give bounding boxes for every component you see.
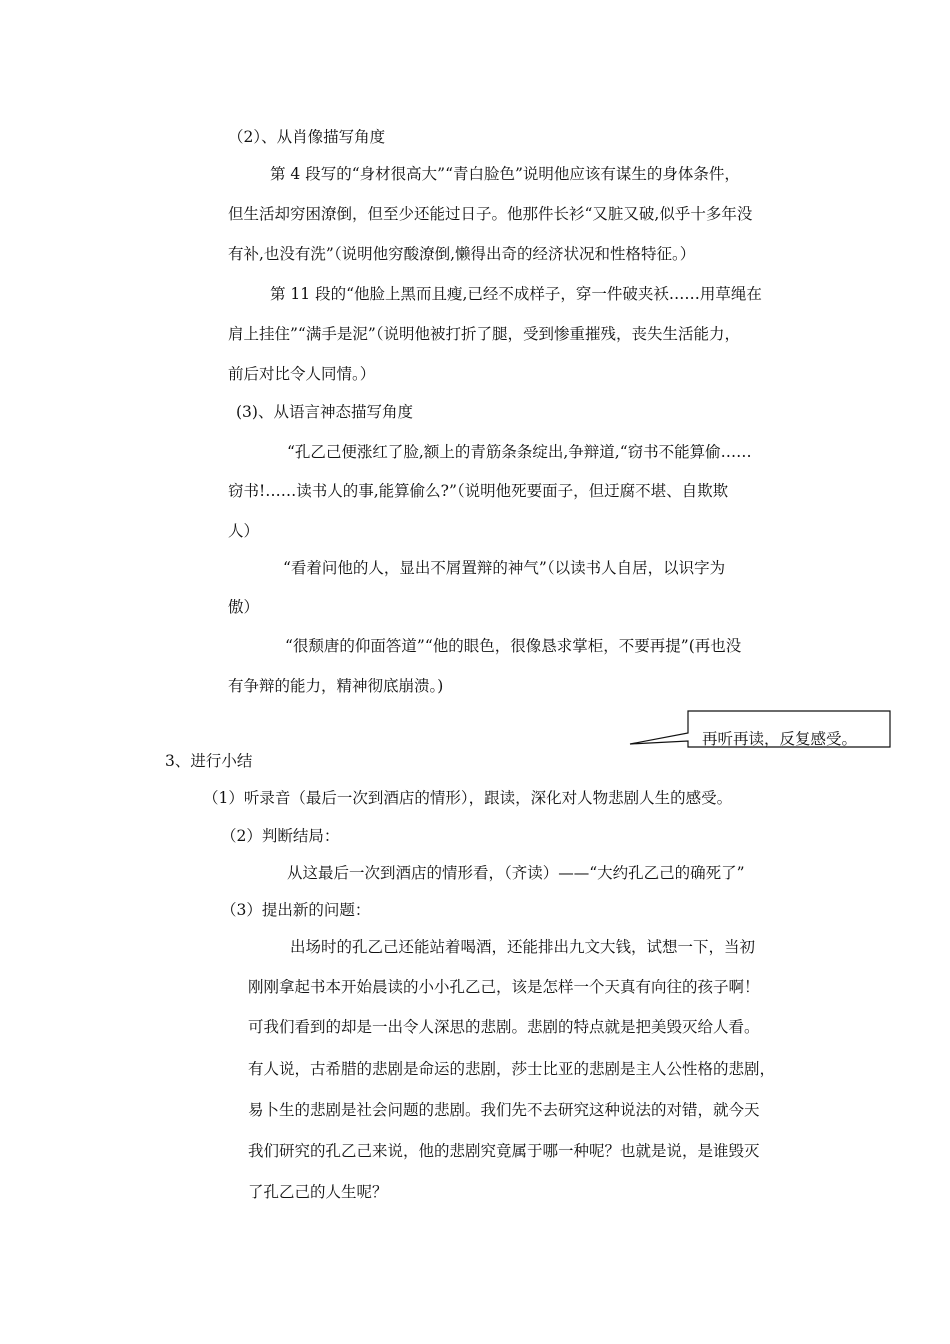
paragraph-line: 易卜生的悲剧是社会问题的悲剧。我们先不去研究这种说法的对错，就今天 (248, 1101, 760, 1119)
summary-item-1: （1）听录音（最后一次到酒店的情形），跟读，深化对人物悲剧人生的感受。 (203, 789, 733, 807)
paragraph-line: 前后对比令人同情。） (228, 365, 376, 383)
paragraph-line: 有补,也没有洗”（说明他穷酸潦倒,懒得出奇的经济状况和性格特征。） (228, 245, 696, 263)
section-heading-portrait: （2）、从肖像描写角度 (228, 128, 386, 146)
paragraph-line: 了孔乙己的人生呢？ (248, 1183, 388, 1201)
paragraph-line: 肩上挂住”“满手是泥”（说明他被打折了腿，受到惨重摧残，丧失生活能力， (228, 325, 741, 343)
paragraph-line: “看着问他的人，显出不屑置辩的神气”（以读书人自居，以识字为 (283, 559, 726, 577)
paragraph-line: 出场时的孔乙己还能站着喝酒，还能排出九文大钱，试想一下，当初 (290, 938, 756, 956)
section-heading-language: (3)、从语言神态描写角度 (236, 403, 413, 421)
paragraph-line: 可我们看到的却是一出令人深思的悲剧。悲剧的特点就是把美毁灭给人看。 (248, 1018, 760, 1036)
paragraph-line: “孔乙己便涨红了脸,额上的青筋条条绽出,争辩道,“窃书不能算偷…… (287, 443, 752, 461)
paragraph-line: 有争辩的能力，精神彻底崩溃。) (228, 677, 444, 695)
summary-item-3: （3）提出新的问题： (221, 901, 371, 919)
paragraph-line: 第 11 段的“他脸上黑而且瘦,已经不成样子，穿一件破夹袄……用草绳在 (270, 285, 762, 303)
paragraph-line: 我们研究的孔乙己来说，他的悲剧究竟属于哪一种呢？也就是说，是谁毁灭 (248, 1142, 760, 1160)
summary-item-2: （2）判断结局： (221, 827, 340, 845)
paragraph-line: “很颓唐的仰面答道”“他的眼色，很像恳求掌柜，不要再提”(再也没 (285, 637, 742, 655)
paragraph-line: 傲） (228, 598, 260, 616)
summary-heading: 3、进行小结 (165, 752, 253, 770)
paragraph-line: 但生活却穷困潦倒，但至少还能过日子。他那件长衫“又脏又破,似乎十多年没 (228, 205, 753, 223)
paragraph-line: 第 4 段写的“身材很高大”“青白脸色”说明他应该有谋生的身体条件， (270, 165, 740, 183)
paragraph-line: 窃书!……读书人的事,能算偷么?”（说明他死要面子，但迂腐不堪、自欺欺 (228, 482, 729, 500)
summary-item-2-text: 从这最后一次到酒店的情形看，（齐读）——“大约孔乙己的确死了” (287, 864, 745, 882)
paragraph-line: 人） (228, 522, 260, 540)
paragraph-line: 刚刚拿起书本开始晨读的小小孔乙己，该是怎样一个天真有向往的孩子啊！ (248, 978, 760, 996)
paragraph-line: 有人说，古希腊的悲剧是命运的悲剧，莎士比亚的悲剧是主人公性格的悲剧， (248, 1060, 776, 1078)
callout-text: 再听再读，反复感受。 (702, 730, 858, 748)
callout-box (688, 711, 890, 747)
